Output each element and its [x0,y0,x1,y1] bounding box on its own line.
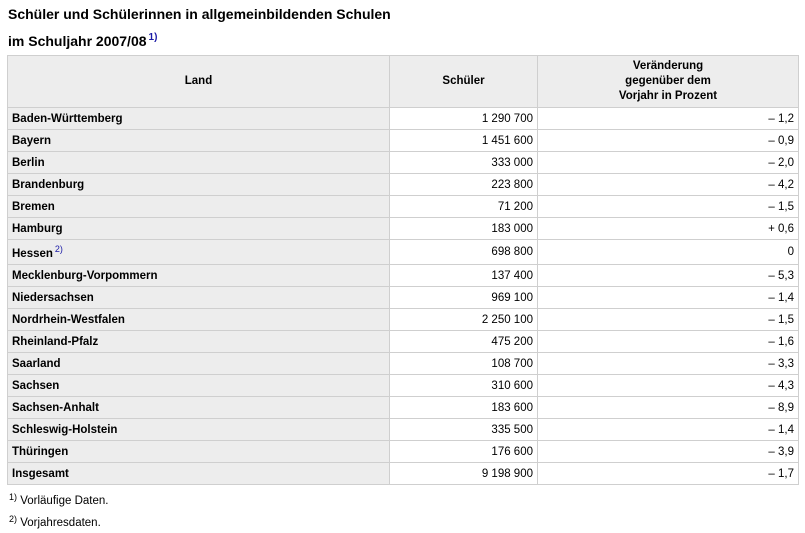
table-row [8,309,799,331]
land-name: Hessen [12,248,53,260]
cell-schueler: 1 451 600 [390,130,538,152]
cell-change: – 4,2 [538,174,799,196]
cell-land [8,441,390,463]
cell-schueler: 223 800 [390,174,538,196]
cell-land [8,152,390,174]
land-name: Berlin [12,156,45,169]
cell-change: – 1,5 [538,309,799,331]
cell-change: 0 [538,240,799,265]
footnote-2-text: Vorjahresdaten. [20,517,101,529]
table-row [8,152,799,174]
land-name: Nordrhein-Westfalen [12,313,125,326]
cell-change: – 1,6 [538,331,799,353]
table-row [8,397,799,419]
land-name: Bremen [12,200,55,213]
cell-schueler: 183 000 [390,218,538,240]
table-row [8,265,799,287]
land-name: Schleswig-Holstein [12,423,118,436]
land-name: Sachsen-Anhalt [12,401,99,414]
table-row [8,287,799,309]
cell-change: + 0,6 [538,218,799,240]
cell-schueler: 108 700 [390,353,538,375]
table-row [8,375,799,397]
land-name: Baden-Württemberg [12,112,123,125]
cell-schueler: 71 200 [390,196,538,218]
cell-schueler: 183 600 [390,397,538,419]
footnote-1 [9,488,108,510]
cell-schueler: 333 000 [390,152,538,174]
table-row [8,463,799,485]
column-header-schueler: Schüler [390,56,538,108]
title-line-1: Schüler und Schülerinnen in allgemeinbildenden Schulen [8,6,391,22]
footnote-2-mark: 2) [9,514,18,524]
cell-land [8,196,390,218]
land-name: Bayern [12,134,51,147]
table-body [8,108,799,485]
cell-change: – 3,9 [538,441,799,463]
table-row [8,130,799,152]
table-row [8,174,799,196]
cell-schueler: 2 250 100 [390,309,538,331]
land-name: Brandenburg [12,178,85,191]
footnotes [9,488,108,532]
land-name: Thüringen [12,445,69,458]
cell-schueler: 1 290 700 [390,108,538,130]
cell-land [8,287,390,309]
table-header-row [8,56,799,108]
cell-change: – 8,9 [538,397,799,419]
cell-change: – 1,7 [538,463,799,485]
table-row [8,108,799,130]
cell-schueler: 698 800 [390,240,538,265]
land-name: Sachsen [12,379,60,392]
table-row [8,240,799,265]
cell-land [8,130,390,152]
land-name: Saarland [12,357,61,370]
cell-land [8,218,390,240]
title-line-2: im Schuljahr 2007/08 [8,33,147,49]
cell-change: – 1,2 [538,108,799,130]
footnote-1-text: Vorläufige Daten. [20,495,109,507]
cell-schueler: 310 600 [390,375,538,397]
table-row [8,419,799,441]
cell-land [8,108,390,130]
cell-land [8,309,390,331]
cell-land [8,265,390,287]
cell-land [8,397,390,419]
land-footnote-link[interactable]: 2) [54,244,63,254]
table-row [8,441,799,463]
column-header-change [538,56,799,108]
students-table [7,55,799,485]
table-row [8,353,799,375]
cell-land [8,419,390,441]
cell-schueler: 335 500 [390,419,538,441]
cell-land [8,331,390,353]
cell-change: – 2,0 [538,152,799,174]
land-name: Niedersachsen [12,291,94,304]
footnote-1-mark: 1) [9,492,18,502]
cell-change: – 5,3 [538,265,799,287]
column-header-land: Land [8,56,390,108]
table-row [8,218,799,240]
cell-change: – 1,4 [538,287,799,309]
table-row [8,196,799,218]
land-name: Hamburg [12,222,63,235]
cell-land [8,375,390,397]
column-header-change-line-1: Veränderung [632,60,704,72]
land-name: Rheinland-Pfalz [12,335,99,348]
cell-schueler: 176 600 [390,441,538,463]
land-name: Insgesamt [12,467,69,480]
cell-schueler: 137 400 [390,265,538,287]
cell-change: – 0,9 [538,130,799,152]
cell-change: – 1,5 [538,196,799,218]
cell-change: – 3,3 [538,353,799,375]
land-name: Mecklenburg-Vorpommern [12,269,158,282]
cell-change: – 1,4 [538,419,799,441]
table-row [8,331,799,353]
column-header-change-line-3: Vorjahr in Prozent [618,90,718,102]
cell-schueler: 9 198 900 [390,463,538,485]
cell-land [8,353,390,375]
cell-schueler: 475 200 [390,331,538,353]
title-footnote-link[interactable]: 1) [148,32,158,43]
footnote-2 [9,510,108,532]
column-header-change-line-2: gegenüber dem [625,75,711,87]
cell-land [8,174,390,196]
cell-land [8,463,390,485]
cell-schueler: 969 100 [390,287,538,309]
cell-change: – 4,3 [538,375,799,397]
page-title [8,3,391,53]
cell-land [8,240,390,265]
